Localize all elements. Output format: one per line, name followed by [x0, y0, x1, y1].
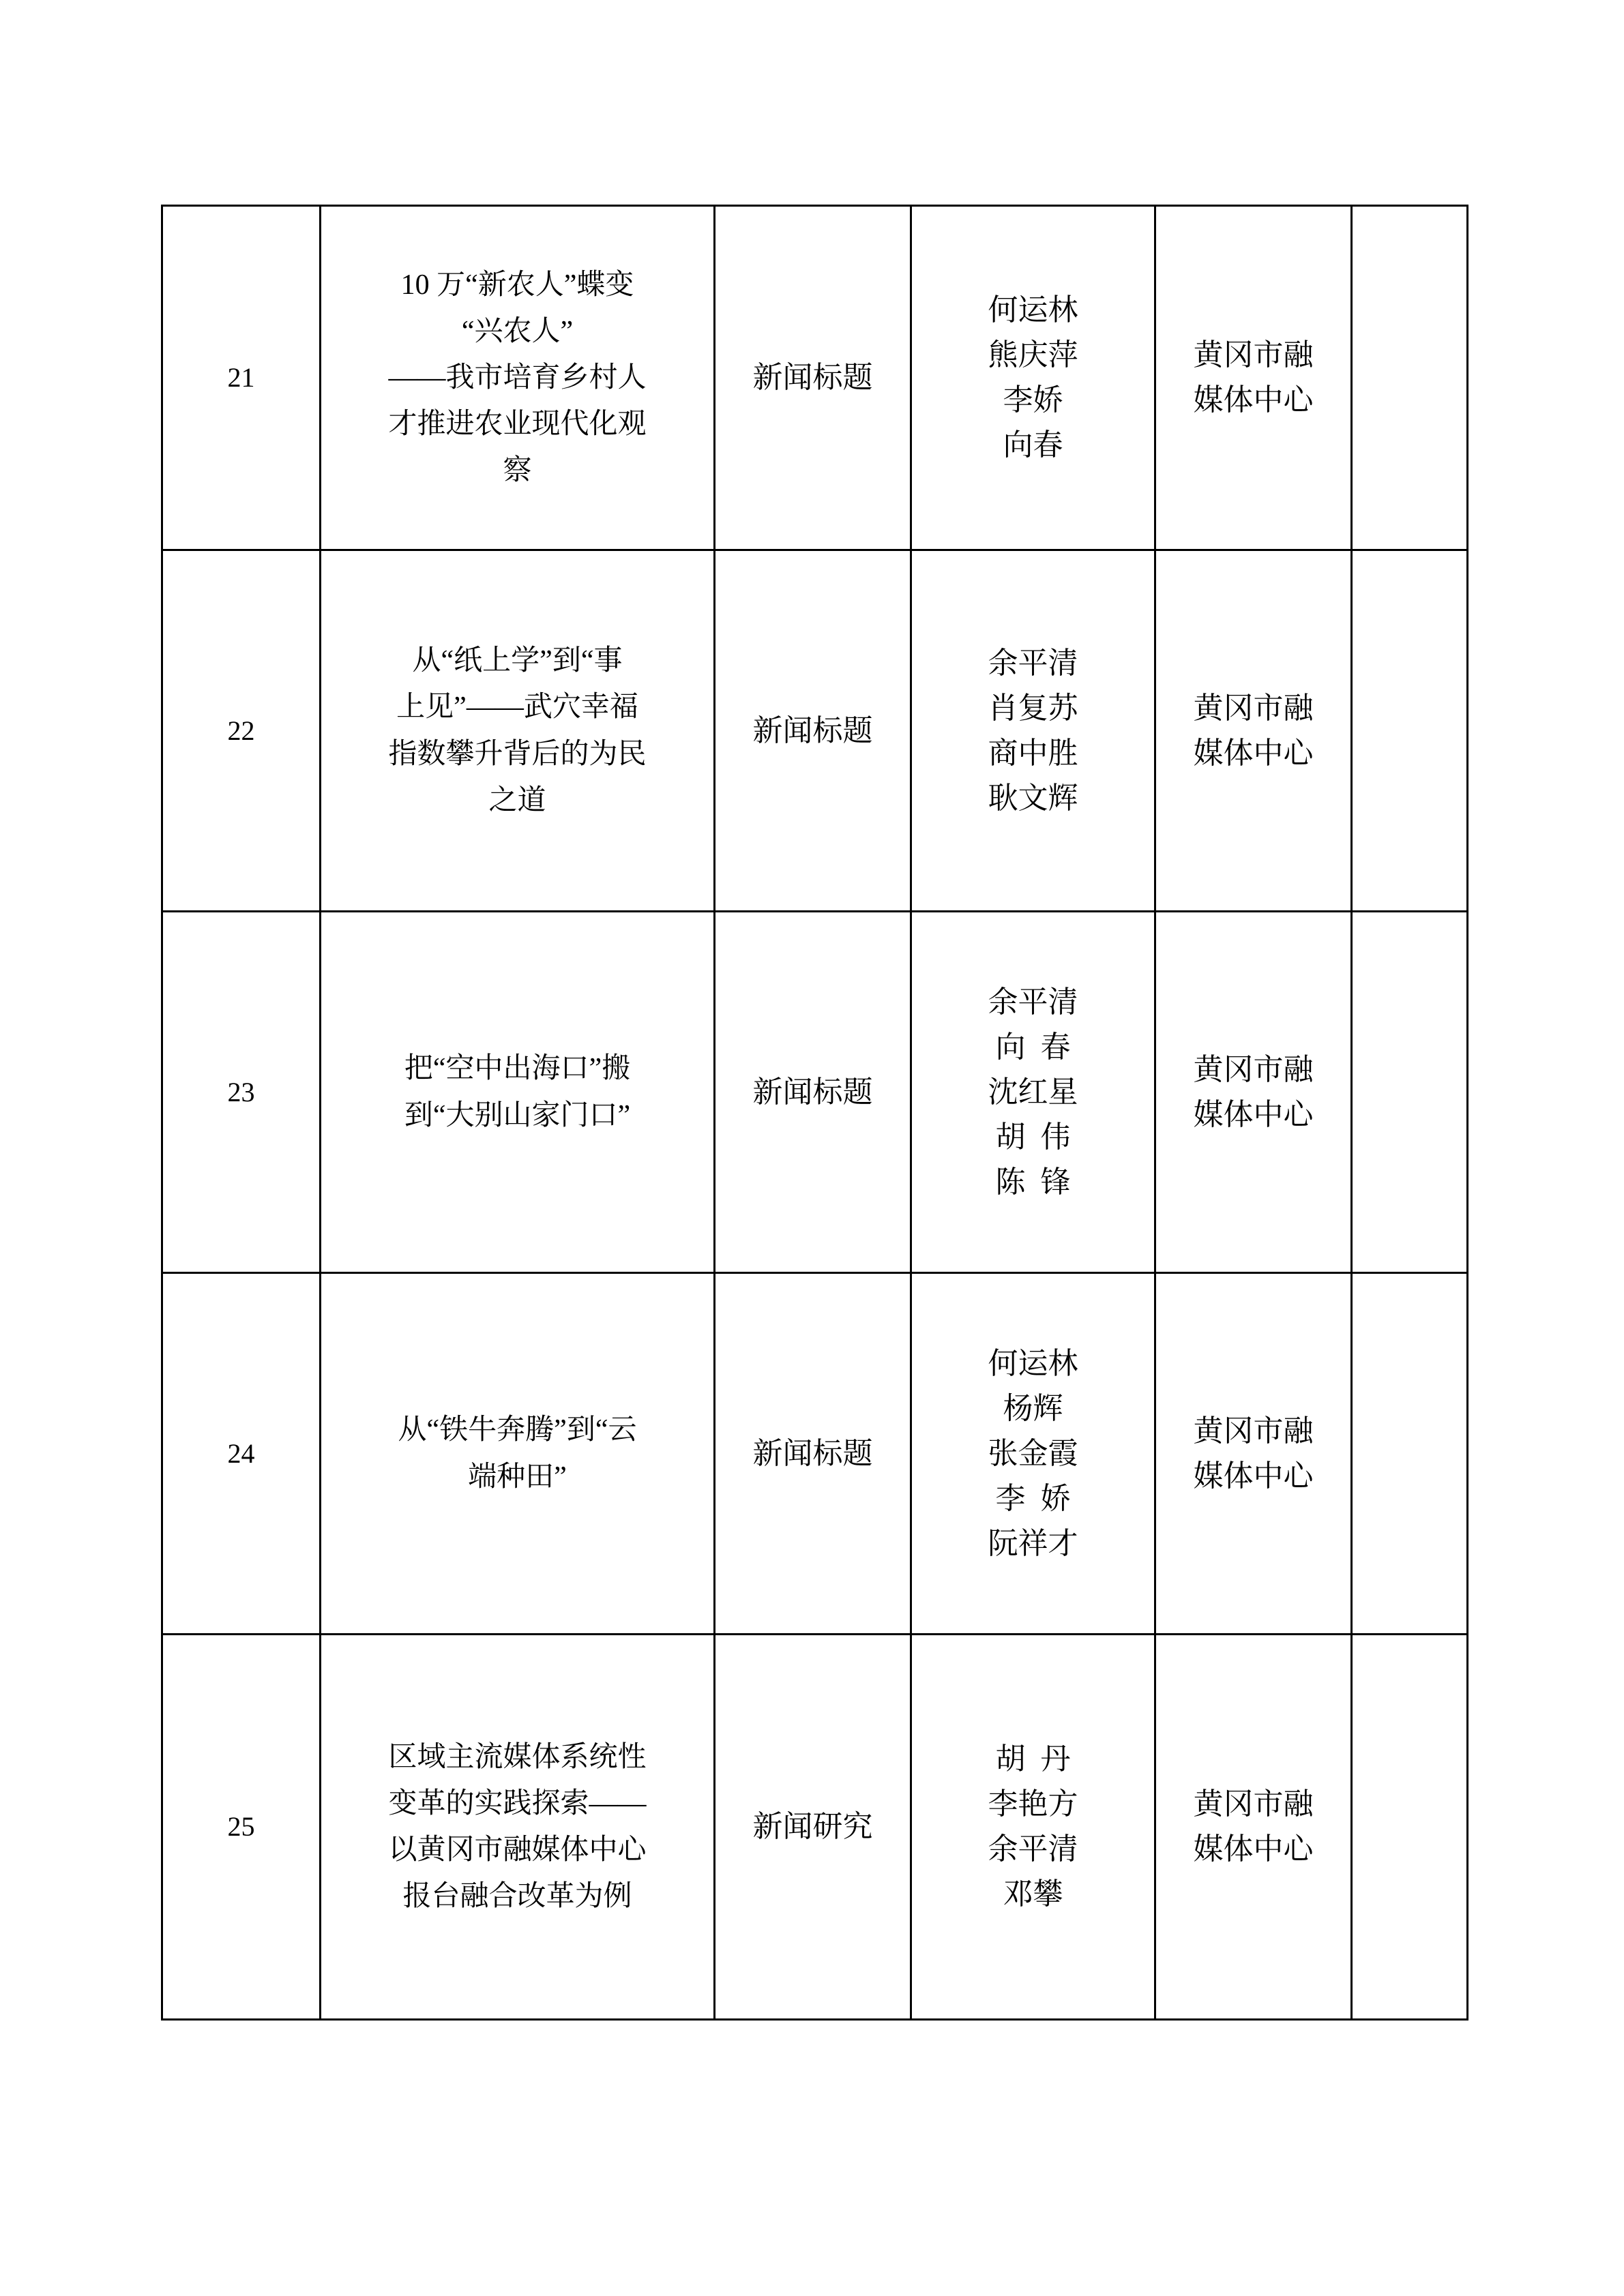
row-number: 23 — [162, 912, 321, 1273]
author-name: 杨辉 — [1003, 1391, 1063, 1425]
title-line: 区域主流媒体系统性 — [388, 1741, 647, 1773]
author-name: 何运林 — [988, 1346, 1078, 1380]
author-name: 熊庆萍 — [988, 338, 1078, 372]
author-name: 李艳方 — [988, 1787, 1078, 1821]
author-name: 邓攀 — [1003, 1877, 1063, 1911]
unit-line: 黄冈市融 — [1193, 1052, 1314, 1086]
author-name: 沈红星 — [988, 1075, 1078, 1109]
author-list — [911, 1273, 1155, 1635]
author-name: 何运林 — [988, 293, 1078, 327]
recommending-unit — [1155, 1273, 1352, 1635]
work-title — [321, 206, 715, 550]
author-name: 陈 锋 — [995, 1165, 1071, 1199]
work-category: 新闻标题 — [715, 912, 911, 1273]
author-name: 阮祥才 — [988, 1526, 1078, 1560]
blank-cell — [1352, 206, 1468, 550]
title-line: 以黄冈市融媒体中心 — [388, 1834, 647, 1866]
author-name: 向春 — [1003, 428, 1063, 462]
recommending-unit — [1155, 206, 1352, 550]
table-row — [162, 912, 1468, 1273]
unit-line: 黄冈市融 — [1193, 691, 1314, 725]
unit-line: 黄冈市融 — [1193, 1414, 1314, 1448]
title-line: 上见”——武穴幸福 — [396, 691, 638, 724]
author-name: 胡 伟 — [995, 1120, 1071, 1154]
author-name: 李 娇 — [995, 1481, 1071, 1515]
title-line: 报台融合改革为例 — [402, 1881, 632, 1913]
author-name: 耿文辉 — [988, 781, 1078, 815]
title-line: 从“铁牛奔腾”到“云 — [398, 1414, 637, 1446]
blank-cell — [1352, 1635, 1468, 2020]
author-list — [911, 206, 1155, 550]
unit-line: 黄冈市融 — [1193, 1787, 1314, 1821]
title-line: 到“大别山家门口” — [404, 1099, 631, 1131]
title-line: “兴农人” — [461, 315, 574, 347]
recommending-unit — [1155, 912, 1352, 1273]
title-line: 端种田” — [468, 1461, 567, 1493]
unit-line: 媒体中心 — [1193, 383, 1314, 417]
blank-cell — [1352, 1273, 1468, 1635]
table-row — [162, 550, 1468, 912]
work-title — [321, 550, 715, 912]
author-name: 商中胜 — [988, 736, 1078, 770]
author-name: 余平清 — [988, 646, 1078, 680]
title-line: 变革的实践探索—— — [388, 1787, 647, 1819]
row-number: 22 — [162, 550, 321, 912]
table-row — [162, 1273, 1468, 1635]
recommending-unit — [1155, 550, 1352, 912]
work-category: 新闻标题 — [715, 550, 911, 912]
title-line: 把“空中出海口”搬 — [404, 1053, 631, 1085]
unit-line: 黄冈市融 — [1193, 338, 1314, 372]
work-category: 新闻研究 — [715, 1635, 911, 2020]
title-line: 才推进农业现代化观 — [388, 408, 647, 441]
author-name: 肖复苏 — [988, 691, 1078, 725]
author-name: 余平清 — [988, 1832, 1078, 1866]
author-list — [911, 550, 1155, 912]
title-line: 之道 — [488, 784, 546, 816]
title-line: 指数攀升背后的为民 — [388, 738, 647, 770]
unit-line: 媒体中心 — [1193, 736, 1314, 770]
table-row — [162, 206, 1468, 550]
blank-cell — [1352, 550, 1468, 912]
recommending-unit — [1155, 1635, 1352, 2020]
work-title — [321, 912, 715, 1273]
author-list — [911, 1635, 1155, 2020]
title-line: 察 — [503, 455, 532, 487]
author-name: 张金霞 — [988, 1436, 1078, 1470]
row-number: 24 — [162, 1273, 321, 1635]
unit-line: 媒体中心 — [1193, 1097, 1314, 1131]
awards-table — [161, 205, 1468, 2021]
author-name: 向 春 — [995, 1030, 1071, 1064]
unit-line: 媒体中心 — [1193, 1459, 1314, 1493]
title-line: 从“纸上学”到“事 — [412, 645, 623, 677]
author-name: 余平清 — [988, 985, 1078, 1019]
title-line: 10 万“新农人”蝶变 — [400, 269, 634, 301]
work-category: 新闻标题 — [715, 1273, 911, 1635]
author-list — [911, 912, 1155, 1273]
title-line: ——我市培育乡村人 — [388, 361, 647, 393]
author-name: 胡 丹 — [995, 1742, 1071, 1776]
work-category: 新闻标题 — [715, 206, 911, 550]
blank-cell — [1352, 912, 1468, 1273]
unit-line: 媒体中心 — [1193, 1832, 1314, 1866]
row-number: 21 — [162, 206, 321, 550]
work-title — [321, 1635, 715, 2020]
row-number: 25 — [162, 1635, 321, 2020]
table-row — [162, 1635, 1468, 2020]
work-title — [321, 1273, 715, 1635]
author-name: 李娇 — [1003, 383, 1063, 417]
awards-table-container — [161, 205, 1466, 2021]
